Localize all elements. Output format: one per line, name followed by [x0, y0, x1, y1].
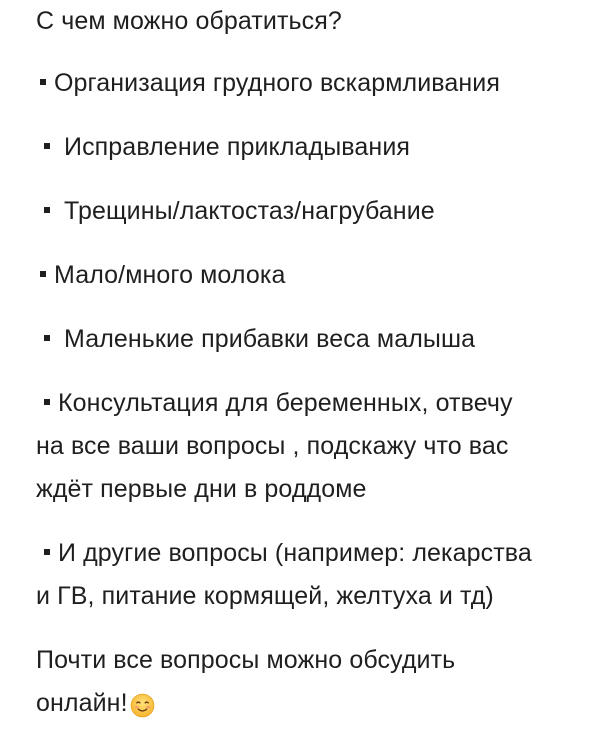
bullet-icon	[44, 335, 50, 341]
list-item-text: Исправление прикладывания	[64, 133, 411, 161]
list-item	[36, 382, 581, 511]
list-item	[36, 318, 581, 361]
smiling-face-icon	[130, 689, 155, 714]
bullet-icon	[44, 207, 50, 213]
document-body	[36, 0, 581, 725]
bullet-icon	[44, 549, 50, 555]
closing-line	[36, 682, 581, 725]
list-item-text: Маленькие прибавки веса малыша	[64, 325, 476, 353]
list-item	[36, 254, 581, 297]
list-item-text: Консультация для беременных, отвечу	[58, 389, 513, 417]
list-item-text: Организация грудного вскармливания	[54, 69, 501, 97]
closing-line: Почти все вопросы можно обсудить	[36, 646, 456, 674]
list-item	[36, 62, 581, 105]
heading	[36, 0, 581, 43]
list-item-line: и ГВ, питание кормящей, желтуха и тд)	[36, 582, 494, 610]
closing-text: онлайн!	[36, 689, 128, 717]
list-item-line: на все ваши вопросы , подскажу что вас	[36, 432, 509, 460]
list-item	[36, 532, 581, 618]
bullet-icon	[44, 143, 50, 149]
list-item-text: Мало/много молока	[54, 261, 286, 289]
list-item-text: И другие вопросы (например: лекарства	[58, 539, 532, 567]
list-item	[36, 126, 581, 169]
bullet-icon	[44, 399, 50, 405]
bullet-icon	[40, 271, 46, 277]
bullet-icon	[40, 79, 46, 85]
list-item	[36, 190, 581, 233]
list-item-line	[36, 382, 581, 425]
list-item-text: Трещины/лактостаз/нагрубание	[64, 197, 435, 225]
closing-paragraph	[36, 639, 581, 725]
list-item-line	[36, 532, 581, 575]
heading-text: С чем можно обратиться?	[36, 7, 342, 35]
list-item-line: ждёт первые дни в роддоме	[36, 475, 367, 503]
